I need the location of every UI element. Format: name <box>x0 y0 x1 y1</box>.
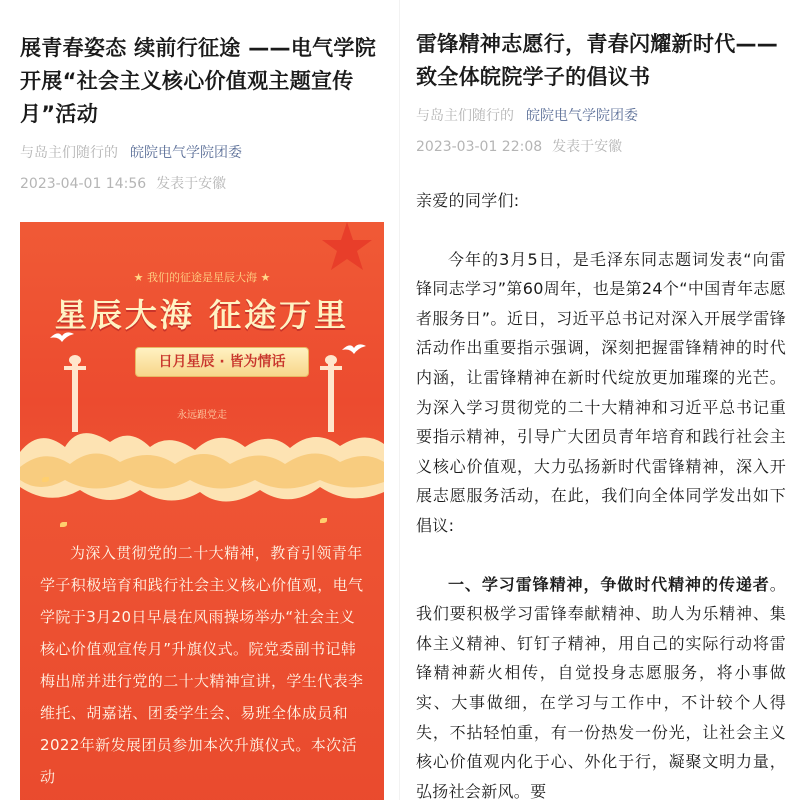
poster-body-text: 为深入贯彻党的二十大精神，教育引领青年学子积极培育和践行社会主义核心价值观，电气学院于3月20日早晨在风雨操场举办“社会主义核心价值观宣传月”升旗仪式。院党委副书记韩梅出席并进行党的二十大精神宣讲，学生代表李维托、胡嘉诺、团委学生会、易班全体成员和2022年新发展团员参加本次升旗仪式。本次活动 <box>40 544 364 786</box>
poster-motto: 永远跟党走 <box>177 410 227 421</box>
article-publish-info <box>416 136 622 156</box>
article-byline <box>416 105 638 125</box>
publish-location: 发表于安徽 <box>552 139 623 155</box>
star-icon <box>320 222 374 274</box>
petal-decoration <box>42 477 49 482</box>
point-body: 。我们要积极学习雷锋奉献精神、助人为乐精神、集体主义精神、钉钉子精神，用自己的实际行动将雷锋精神薪火相传，自觉投身志愿服务，将小事做实、大事做细，在学习与工作中，不计较个人得失，不拈轻怕重，有一份热发一份光，让社会主义核心价值观内化于心、外化于行，凝聚文明力量，弘扬社会新风。要 <box>416 574 786 800</box>
dove-icon <box>50 330 74 342</box>
poster-image[interactable] <box>20 222 384 800</box>
article-body <box>416 186 786 800</box>
poster-tagline: ★ 我们的征途是星辰大海 ★ <box>133 271 271 284</box>
cloud-decoration <box>20 422 384 512</box>
publish-location: 发表于安徽 <box>156 176 227 192</box>
point-heading: 一、学习雷锋精神，争做时代精神的传递者 <box>448 574 770 594</box>
petal-decoration <box>320 518 327 523</box>
right-article <box>400 0 800 800</box>
account-link[interactable]: 皖院电气学院团委 <box>130 145 242 161</box>
petal-decoration <box>60 522 67 527</box>
author-name: 与岛主们随行的 <box>416 108 514 124</box>
author-name: 与岛主们随行的 <box>20 145 118 161</box>
article-publish-info <box>20 173 226 193</box>
publish-datetime: 2023-03-01 22:08 <box>416 139 543 155</box>
greeting: 亲爱的同学们: <box>416 191 520 210</box>
paragraph: 今年的3月5日，是毛泽东同志题词发表“向雷锋同志学习”第60周年，也是第24个“中国青年志愿者服务日”。近日，习近平总书记对深入开展学雷锋活动作出重要指示强调，深刻把握雷锋精神的时代内涵，让雷锋精神在新时代绽放更加璀璨的光芒。为深入学习贯彻党的二十大精神和习近平总书记重要指示精神，引导广大团员青年培育和践行社会主义核心价值观，大力弘扬新时代雷锋精神，深入开展志愿服务活动，在此，我们向全体同学发出如下倡议: <box>416 249 786 535</box>
proposal-point <box>416 570 786 800</box>
article-title[interactable]: 展青春姿态 续前行征途 ——电气学院开展“社会主义核心价值观主题宣传月”活动 <box>20 36 377 126</box>
publish-datetime: 2023-04-01 14:56 <box>20 176 147 192</box>
dove-icon <box>342 342 366 354</box>
article-title[interactable]: 雷锋精神志愿行，青春闪耀新时代——致全体皖院学子的倡议书 <box>416 32 779 89</box>
poster-headline: 星辰大海 征途万里 <box>54 296 350 334</box>
poster-ribbon: 日月星辰 · 皆为情话 <box>135 347 309 377</box>
article-byline <box>20 142 242 162</box>
account-link[interactable]: 皖院电气学院团委 <box>526 108 638 124</box>
